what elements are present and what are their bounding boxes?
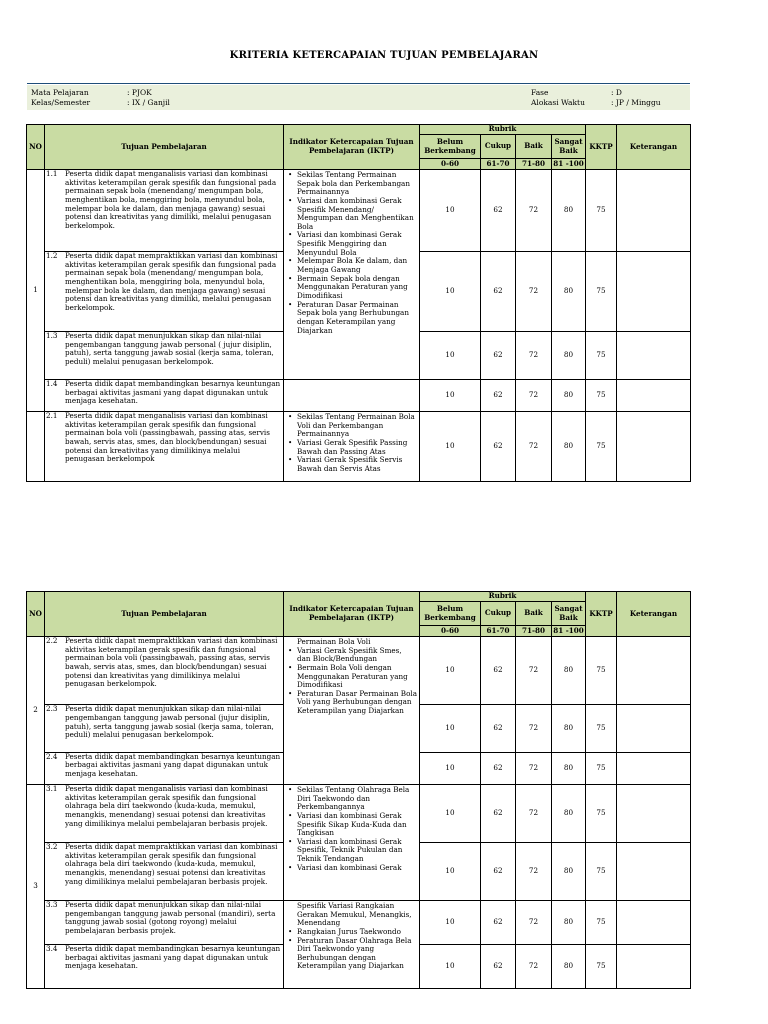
header-baik: Baik [516, 135, 552, 159]
alokasi-value: : JP / Minggu [611, 98, 661, 107]
score-cukup: 62 [481, 412, 516, 482]
score-sangat: 80 [552, 785, 586, 843]
header-keterangan: Keterangan [617, 125, 691, 170]
header-sangat: Sangat Baik [552, 602, 586, 626]
score-sangat: 80 [552, 901, 586, 945]
iktp-item: Permainan Bola Voli [297, 637, 371, 646]
fase-label: Fase [531, 88, 549, 97]
score-cukup: 62 [481, 332, 516, 380]
iktp-item: • Rangkaian Jurus Taekwondo [287, 928, 417, 937]
score-belum: 10 [420, 785, 481, 843]
score-kktp: 75 [586, 637, 617, 705]
iktp-item: • Variasi Gerak Spesifik Smes, dan Block/Bendungan [287, 647, 417, 664]
score-sangat: 80 [552, 380, 586, 412]
kktp-table-2 [26, 591, 691, 989]
score-kktp: 75 [586, 705, 617, 752]
mapel-value: : PJOK [127, 88, 152, 97]
header-kktp: KKTP [586, 592, 617, 637]
score-belum: 10 [420, 705, 481, 752]
score-kktp: 75 [586, 252, 617, 332]
tp-text: Peserta didik dapat menunjukkan sikap dan nilai-nilai pengembangan tanggung jawab personal (mandiri), serta tanggung jawab sosial (gotong royong) melalui pembelajaran berbasis projek. [65, 900, 276, 935]
alokasi-label: Alokasi Waktu [531, 98, 585, 107]
iktp-item: • Variasi dan kombinasi Gerak Spesifik, Teknik Pukulan dan Teknik Tendangan [287, 838, 417, 864]
score-sangat: 80 [552, 412, 586, 482]
iktp-item: • Variasi dan kombinasi Gerak [287, 864, 417, 873]
page-title: KRITERIA KETERCAPAIAN TUJUAN PEMBELAJARAN [229, 50, 539, 61]
score-belum: 10 [420, 332, 481, 380]
tp-text: Peserta didik dapat membandingkan besarnya keuntungan berbagai aktivitas jasmani yang dapat digunakan untuk menjaga kesehatan. [65, 379, 281, 406]
kelas-label: Kelas/Semester [31, 98, 91, 107]
score-kktp: 75 [586, 901, 617, 945]
tp-text: Peserta didik dapat menganalisis variasi dan kombinasi aktivitas keterampilan gerak spesifik dan fungsional permainan bola voli (passingbawah, passing atas, servis bawah, servis atas, smes, dan block/bendungan) sesuai potensi dan kreativitas yang dimilikinya melalui penugasan berkelompok [65, 411, 270, 464]
table-row [27, 637, 691, 705]
score-cukup: 62 [481, 380, 516, 412]
score-baik: 72 [516, 705, 552, 752]
score-baik: 72 [516, 752, 552, 784]
score-kktp: 75 [586, 843, 617, 901]
score-belum: 10 [420, 170, 481, 252]
iktp-item: • Peraturan Dasar Olahraga Bela Diri Taekwondo yang Berhubungan dengan Keterampilan yang Diajarkan [287, 937, 417, 972]
iktp-item: • Bermain Sepak bola dengan Menggunakan Peraturan yang Dimodifikasi [287, 275, 417, 301]
tp-text: Peserta didik dapat menunjukkan sikap dan nilai-nilai pengembangan tanggung jawab personal (jujur disiplin, patuh), serta tanggung jawab sosial (kerja sama, toleran, peduli) melalui penugasan berkelompok. [65, 704, 274, 740]
score-belum: 10 [420, 412, 481, 482]
header-iktp: Indikator Ketercapaian Tujuan Pembelajaran (IKTP) [284, 125, 420, 170]
header-belum: Belum Berkembang [420, 135, 481, 159]
keterangan-cell [617, 843, 691, 901]
range-cukup: 61-70 [481, 626, 516, 637]
iktp-item: • Peraturan Dasar Permainan Sepak bola yang Berhubungan dengan Keterampilan yang Diajarkan [287, 301, 417, 336]
keterangan-cell [617, 170, 691, 252]
keterangan-cell [617, 380, 691, 412]
tp-id: 3.4 [46, 944, 58, 953]
score-baik: 72 [516, 170, 552, 252]
iktp-item: • Variasi Gerak Spesifik Passing Bawah dan Passing Atas [287, 439, 417, 456]
score-kktp: 75 [586, 332, 617, 380]
kelas-value: : IX / Ganjil [127, 98, 170, 107]
tp-text: Peserta didik dapat membandingkan besarnya keuntungan berbagai aktivitas jasmani yang dapat digunakan untuk menjaga kesehatan. [65, 944, 281, 971]
tp-id: 2.2 [46, 636, 58, 645]
range-baik: 71-80 [516, 159, 552, 170]
tp-text: Peserta didik dapat mempraktikkan variasi dan kombinasi aktivitas keterampilan gerak spesifik dan fungsional pada permainan sepak bola (menendang/ mengumpan bola, menghentikan bola, menggiring bola, menyundul bola, melempar bola ke dalam, dan menjaga gawang) sesuai potensi dan kreativitas yang dimiliki, melalui penugasan berkelompok. [65, 251, 278, 312]
section-number: 3 [27, 785, 45, 989]
keterangan-cell [617, 637, 691, 705]
score-belum: 10 [420, 945, 481, 989]
score-kktp: 75 [586, 380, 617, 412]
score-baik: 72 [516, 785, 552, 843]
iktp-item: • Variasi dan kombinasi Gerak Spesifik Menggiring dan Menyundul Bola [287, 231, 417, 257]
score-baik: 72 [516, 252, 552, 332]
header-no: NO [27, 125, 45, 170]
range-baik: 71-80 [516, 626, 552, 637]
section-number: 1 [27, 170, 45, 412]
tp-id: 3.1 [46, 784, 58, 793]
score-kktp: 75 [586, 170, 617, 252]
iktp-item: • Variasi dan kombinasi Gerak Spesifik Sikap Kuda-Kuda dan Tangkisan [287, 812, 417, 838]
header-baik: Baik [516, 602, 552, 626]
score-cukup: 62 [481, 705, 516, 752]
score-cukup: 62 [481, 637, 516, 705]
header-kktp: KKTP [586, 125, 617, 170]
header-tp: Tujuan Pembelajaran [45, 125, 284, 170]
score-sangat: 80 [552, 332, 586, 380]
table-row [27, 170, 691, 252]
iktp-empty-cell [284, 380, 420, 412]
score-baik: 72 [516, 901, 552, 945]
tp-id: 2.4 [46, 751, 58, 761]
score-cukup: 62 [481, 252, 516, 332]
tp-text: Peserta didik dapat mempraktikkan variasi dan kombinasi aktivitas keterampilan gerak spesifik dan fungsional permainan bola voli (passingbawah, passing atas, servis bawah, servis atas, smes, dan block/bendungan) sesuai potensi dan kreativitas yang dimilikinya melalui penugasan berkelompok. [65, 636, 278, 689]
header-no: NO [27, 592, 45, 637]
score-cukup: 62 [481, 843, 516, 901]
score-belum: 10 [420, 637, 481, 705]
header-keterangan: Keterangan [617, 592, 691, 637]
score-cukup: 62 [481, 170, 516, 252]
kktp-table-1 [26, 124, 691, 482]
tp-id: 2.3 [46, 704, 58, 714]
tp-id: 1.2 [46, 251, 58, 260]
tp-id: 1.3 [46, 331, 58, 340]
score-belum: 10 [420, 752, 481, 784]
score-kktp: 75 [586, 785, 617, 843]
iktp-item: • Sekilas Tentang Permainan Sepak bola dan Perkembangan Permainannya [287, 171, 417, 197]
header-sangat: Sangat Baik [552, 135, 586, 159]
score-sangat: 80 [552, 752, 586, 784]
mapel-label: Mata Pelajaran [31, 88, 89, 97]
keterangan-cell [617, 901, 691, 945]
range-cukup: 61-70 [481, 159, 516, 170]
iktp-item: • Melempar Bola Ke dalam, dan Menjaga Gawang [287, 257, 417, 274]
tp-text: Peserta didik dapat mempraktikkan variasi dan kombinasi aktivitas keterampilan gerak spesifik dan fungsional olahraga bela diri taekwondo (kuda-kuda, memukul, menangkis, menendang) sesuai potensi dan kreativitas yang dimilikinya melalui pembelajaran berbasis projek. [65, 842, 278, 886]
table-row [27, 785, 691, 843]
score-belum: 10 [420, 901, 481, 945]
iktp-item: • Sekilas Tentang Permainan Bola Voli dan Perkembangan Permainannya [287, 413, 417, 439]
iktp-item: • Sekilas Tentang Olahraga Bela Diri Taekwondo dan Perkembangannya [287, 786, 417, 812]
header-rubrik: Rubrik [420, 592, 586, 602]
header-divider [27, 83, 690, 84]
score-sangat: 80 [552, 637, 586, 705]
range-sangat: 81 -100 [553, 158, 584, 168]
score-baik: 72 [516, 412, 552, 482]
score-sangat: 80 [552, 705, 586, 752]
score-baik: 72 [516, 945, 552, 989]
header-iktp: Indikator Ketercapaian Tujuan Pembelajaran (IKTP) [284, 592, 420, 637]
keterangan-cell [617, 705, 691, 752]
header-rubrik: Rubrik [420, 125, 586, 135]
iktp-item: • Peraturan Dasar Permainan Bola Voli yang Berhubungan dengan Keterampilan yang Diajarkan [287, 690, 417, 716]
score-cukup: 62 [481, 901, 516, 945]
score-kktp: 75 [586, 945, 617, 989]
tp-id: 1.4 [46, 379, 58, 388]
tp-text: Peserta didik dapat menganalisis variasi dan kombinasi aktivitas keterampilan gerak spesifik dan fungsional olahraga bela diri taekwondo (kuda-kuda, memukul, menangkis, menendang) sesuai potensi dan kreativitas yang dimilikinya melalui pembelajaran berbasis projek. [65, 784, 268, 828]
header-cukup: Cukup [481, 135, 516, 159]
iktp-item: • Variasi Gerak Spesifik Servis Bawah dan Servis Atas [287, 456, 417, 473]
score-cukup: 62 [481, 945, 516, 989]
score-belum: 10 [420, 252, 481, 332]
section-number: 2 [27, 637, 45, 785]
range-belum: 0-60 [420, 159, 481, 170]
keterangan-cell [617, 785, 691, 843]
score-baik: 72 [516, 332, 552, 380]
section-number-empty [27, 412, 45, 482]
score-sangat: 80 [552, 252, 586, 332]
iktp-item: • Variasi dan kombinasi Gerak Spesifik Menendang/ Mengumpan dan Menghentikan Bola [287, 197, 417, 232]
table-row [27, 901, 691, 945]
keterangan-cell [617, 252, 691, 332]
tp-id: 2.1 [46, 411, 58, 420]
table-row [27, 380, 691, 412]
tp-text: Peserta didik dapat membandingkan besarnya keuntungan berbagai aktivitas jasmani yang dapat digunakan untuk menjaga kesehatan. [65, 751, 281, 779]
score-cukup: 62 [481, 785, 516, 843]
tp-id: 3.2 [46, 842, 58, 851]
score-sangat: 80 [552, 945, 586, 989]
iktp-item: • Bermain Bola Voli dengan Menggunakan Peraturan yang Dimodifikasi [287, 664, 417, 690]
score-baik: 72 [516, 637, 552, 705]
header-tp: Tujuan Pembelajaran [45, 592, 284, 637]
keterangan-cell [617, 752, 691, 784]
score-sangat: 80 [552, 170, 586, 252]
tp-text: Peserta didik dapat menunjukkan sikap dan nilai-nilai pengembangan tanggung jawab personal ( jujur disiplin, patuh), serta tanggung jawab sosial (kerja sama, toleran, peduli) melalui penugasan berkelompok. [65, 331, 274, 366]
info-panel [27, 85, 690, 110]
score-cukup: 62 [481, 752, 516, 784]
tp-id: 3.3 [46, 900, 58, 909]
score-belum: 10 [420, 380, 481, 412]
fase-value: : D [611, 88, 622, 97]
iktp-item: Spesifik Variasi Rangkaian Gerakan Memukul, Menangkis, Menendang [297, 901, 412, 928]
score-belum: 10 [420, 843, 481, 901]
tp-text: Peserta didik dapat menganalisis variasi dan kombinasi aktivitas keterampilan gerak spesifik dan fungsional pada permainan sepak bola (menendang/ mengumpan bola, menghentikan bola, menggiring bola, menyundul bola, melempar bola ke dalam, dan menjaga gawang) sesuai potensi dan kreativitas yang dimiliki, melalui penugasan berkelompok. [65, 169, 277, 230]
tp-id: 1.1 [46, 169, 58, 178]
range-belum: 0-60 [420, 626, 481, 637]
score-kktp: 75 [586, 752, 617, 784]
score-baik: 72 [516, 380, 552, 412]
range-sangat: 81 -100 [553, 625, 584, 635]
keterangan-cell [617, 412, 691, 482]
header-belum: Belum Berkembang [420, 602, 481, 626]
table-row [27, 412, 691, 482]
score-kktp: 75 [586, 412, 617, 482]
header-cukup: Cukup [481, 602, 516, 626]
score-sangat: 80 [552, 843, 586, 901]
keterangan-cell [617, 332, 691, 380]
score-baik: 72 [516, 843, 552, 901]
keterangan-cell [617, 945, 691, 989]
